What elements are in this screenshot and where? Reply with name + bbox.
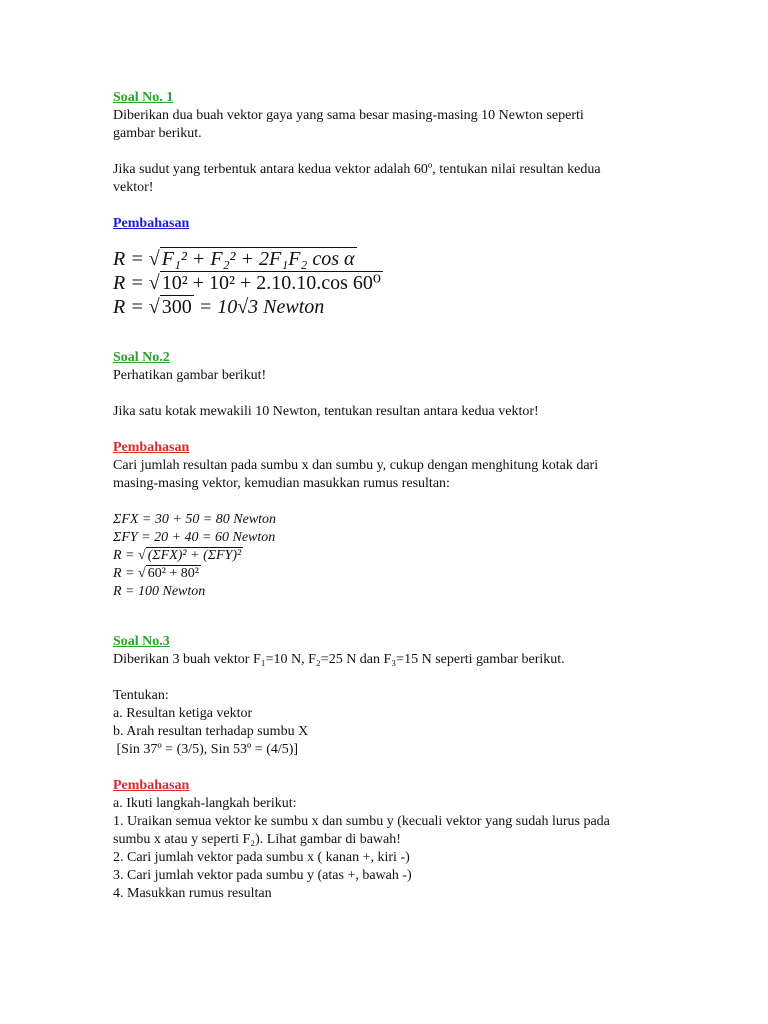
soal2-desc-line2: masing-masing vektor, kemudian masukkan rumus resultan: xyxy=(113,476,450,491)
soal1-question-line2: vektor! xyxy=(113,180,154,195)
soal3-step3: 3. Cari jumlah vektor pada sumbu y (atas +, bawah -) xyxy=(113,868,412,883)
soal2-equation-5: R = 100 Newton xyxy=(113,584,206,599)
soal3-tentukan: Tentukan: xyxy=(113,688,169,703)
soal1-equation-1: R = √ F₁² + F₂² + 2F₁F₂ cos α xyxy=(113,248,355,270)
soal1-equation-3-radicand: 300 xyxy=(161,296,192,318)
soal1-text-line1: Diberikan dua buah vektor gaya yang sama besar masing-masing 10 Newton seperti xyxy=(113,108,584,123)
soal2-equation-2: ΣFY = 20 + 40 = 60 Newton xyxy=(113,530,276,545)
soal2-equation-4: R = √ 60² + 80² xyxy=(113,566,199,581)
soal2-equation-4-radicand: 60² + 80² xyxy=(147,566,199,581)
soal3-item-a: a. Resultan ketiga vektor xyxy=(113,706,253,721)
soal2-heading: Soal No.2 xyxy=(113,350,170,365)
soal1-equations xyxy=(113,247,653,319)
soal3-heading: Soal No.3 xyxy=(113,634,170,649)
soal3-step1-line1: 1. Uraikan semua vektor ke sumbu x dan sumbu y (kecuali vektor yang sudah lurus pada xyxy=(113,814,610,829)
soal3-step1-line2: sumbu x atau y seperti F₂). Lihat gambar di bawah! xyxy=(113,832,401,847)
content-column xyxy=(113,89,653,903)
soal2-pembahasan-heading: Pembahasan xyxy=(113,440,190,455)
soal1-equation-3-result: = 10√3 Newton xyxy=(198,296,325,318)
soal2-desc-line1: Cari jumlah resultan pada sumbu x dan sumbu y, cukup dengan menghitung kotak dari xyxy=(113,458,599,473)
soal3-given: [Sin 37º = (3/5), Sin 53º = (4/5)] xyxy=(113,742,299,757)
soal1-text-line2: gambar berikut. xyxy=(113,126,202,141)
soal1-equation-1-radicand: F₁² + F₂² + 2F₁F₂ cos α xyxy=(161,248,355,270)
soal3-pembahasan-heading: Pembahasan xyxy=(113,778,190,793)
soal1-heading: Soal No. 1 xyxy=(113,90,174,105)
soal2-equations xyxy=(113,511,653,601)
soal3-item-b: b. Arah resultan terhadap sumbu X xyxy=(113,724,309,739)
soal2-text-line1: Perhatikan gambar berikut! xyxy=(113,368,267,383)
soal3-step-a: a. Ikuti langkah-langkah berikut: xyxy=(113,796,297,811)
soal2-equation-3-radicand: (ΣFX)² + (ΣFY)² xyxy=(147,548,242,563)
soal1-question-line1: Jika sudut yang terbentuk antara kedua vektor adalah 60º, tentukan nilai resultan kedua xyxy=(113,162,601,177)
soal1-equation-3: R = √ 300 = 10√3 Newton xyxy=(113,296,325,318)
soal2-equation-3: R = √ (ΣFX)² + (ΣFY)² xyxy=(113,548,242,563)
soal3-text-line1: Diberikan 3 buah vektor F₁=10 N, F₂=25 N dan F₃=15 N seperti gambar berikut. xyxy=(113,652,565,667)
soal1-equation-2: R = √ 10² + 10² + 2.10.10.cos 60⁰ xyxy=(113,272,381,294)
soal3-step2: 2. Cari jumlah vektor pada sumbu x ( kanan +, kiri -) xyxy=(113,850,410,865)
soal2-question: Jika satu kotak mewakili 10 Newton, tentukan resultan antara kedua vektor! xyxy=(113,404,539,419)
soal2-equation-1: ΣFX = 30 + 50 = 80 Newton xyxy=(113,512,277,527)
soal1-pembahasan-heading: Pembahasan xyxy=(113,216,190,231)
soal1-equation-2-radicand: 10² + 10² + 2.10.10.cos 60⁰ xyxy=(161,272,381,294)
soal3-step4: 4. Masukkan rumus resultan xyxy=(113,886,272,901)
